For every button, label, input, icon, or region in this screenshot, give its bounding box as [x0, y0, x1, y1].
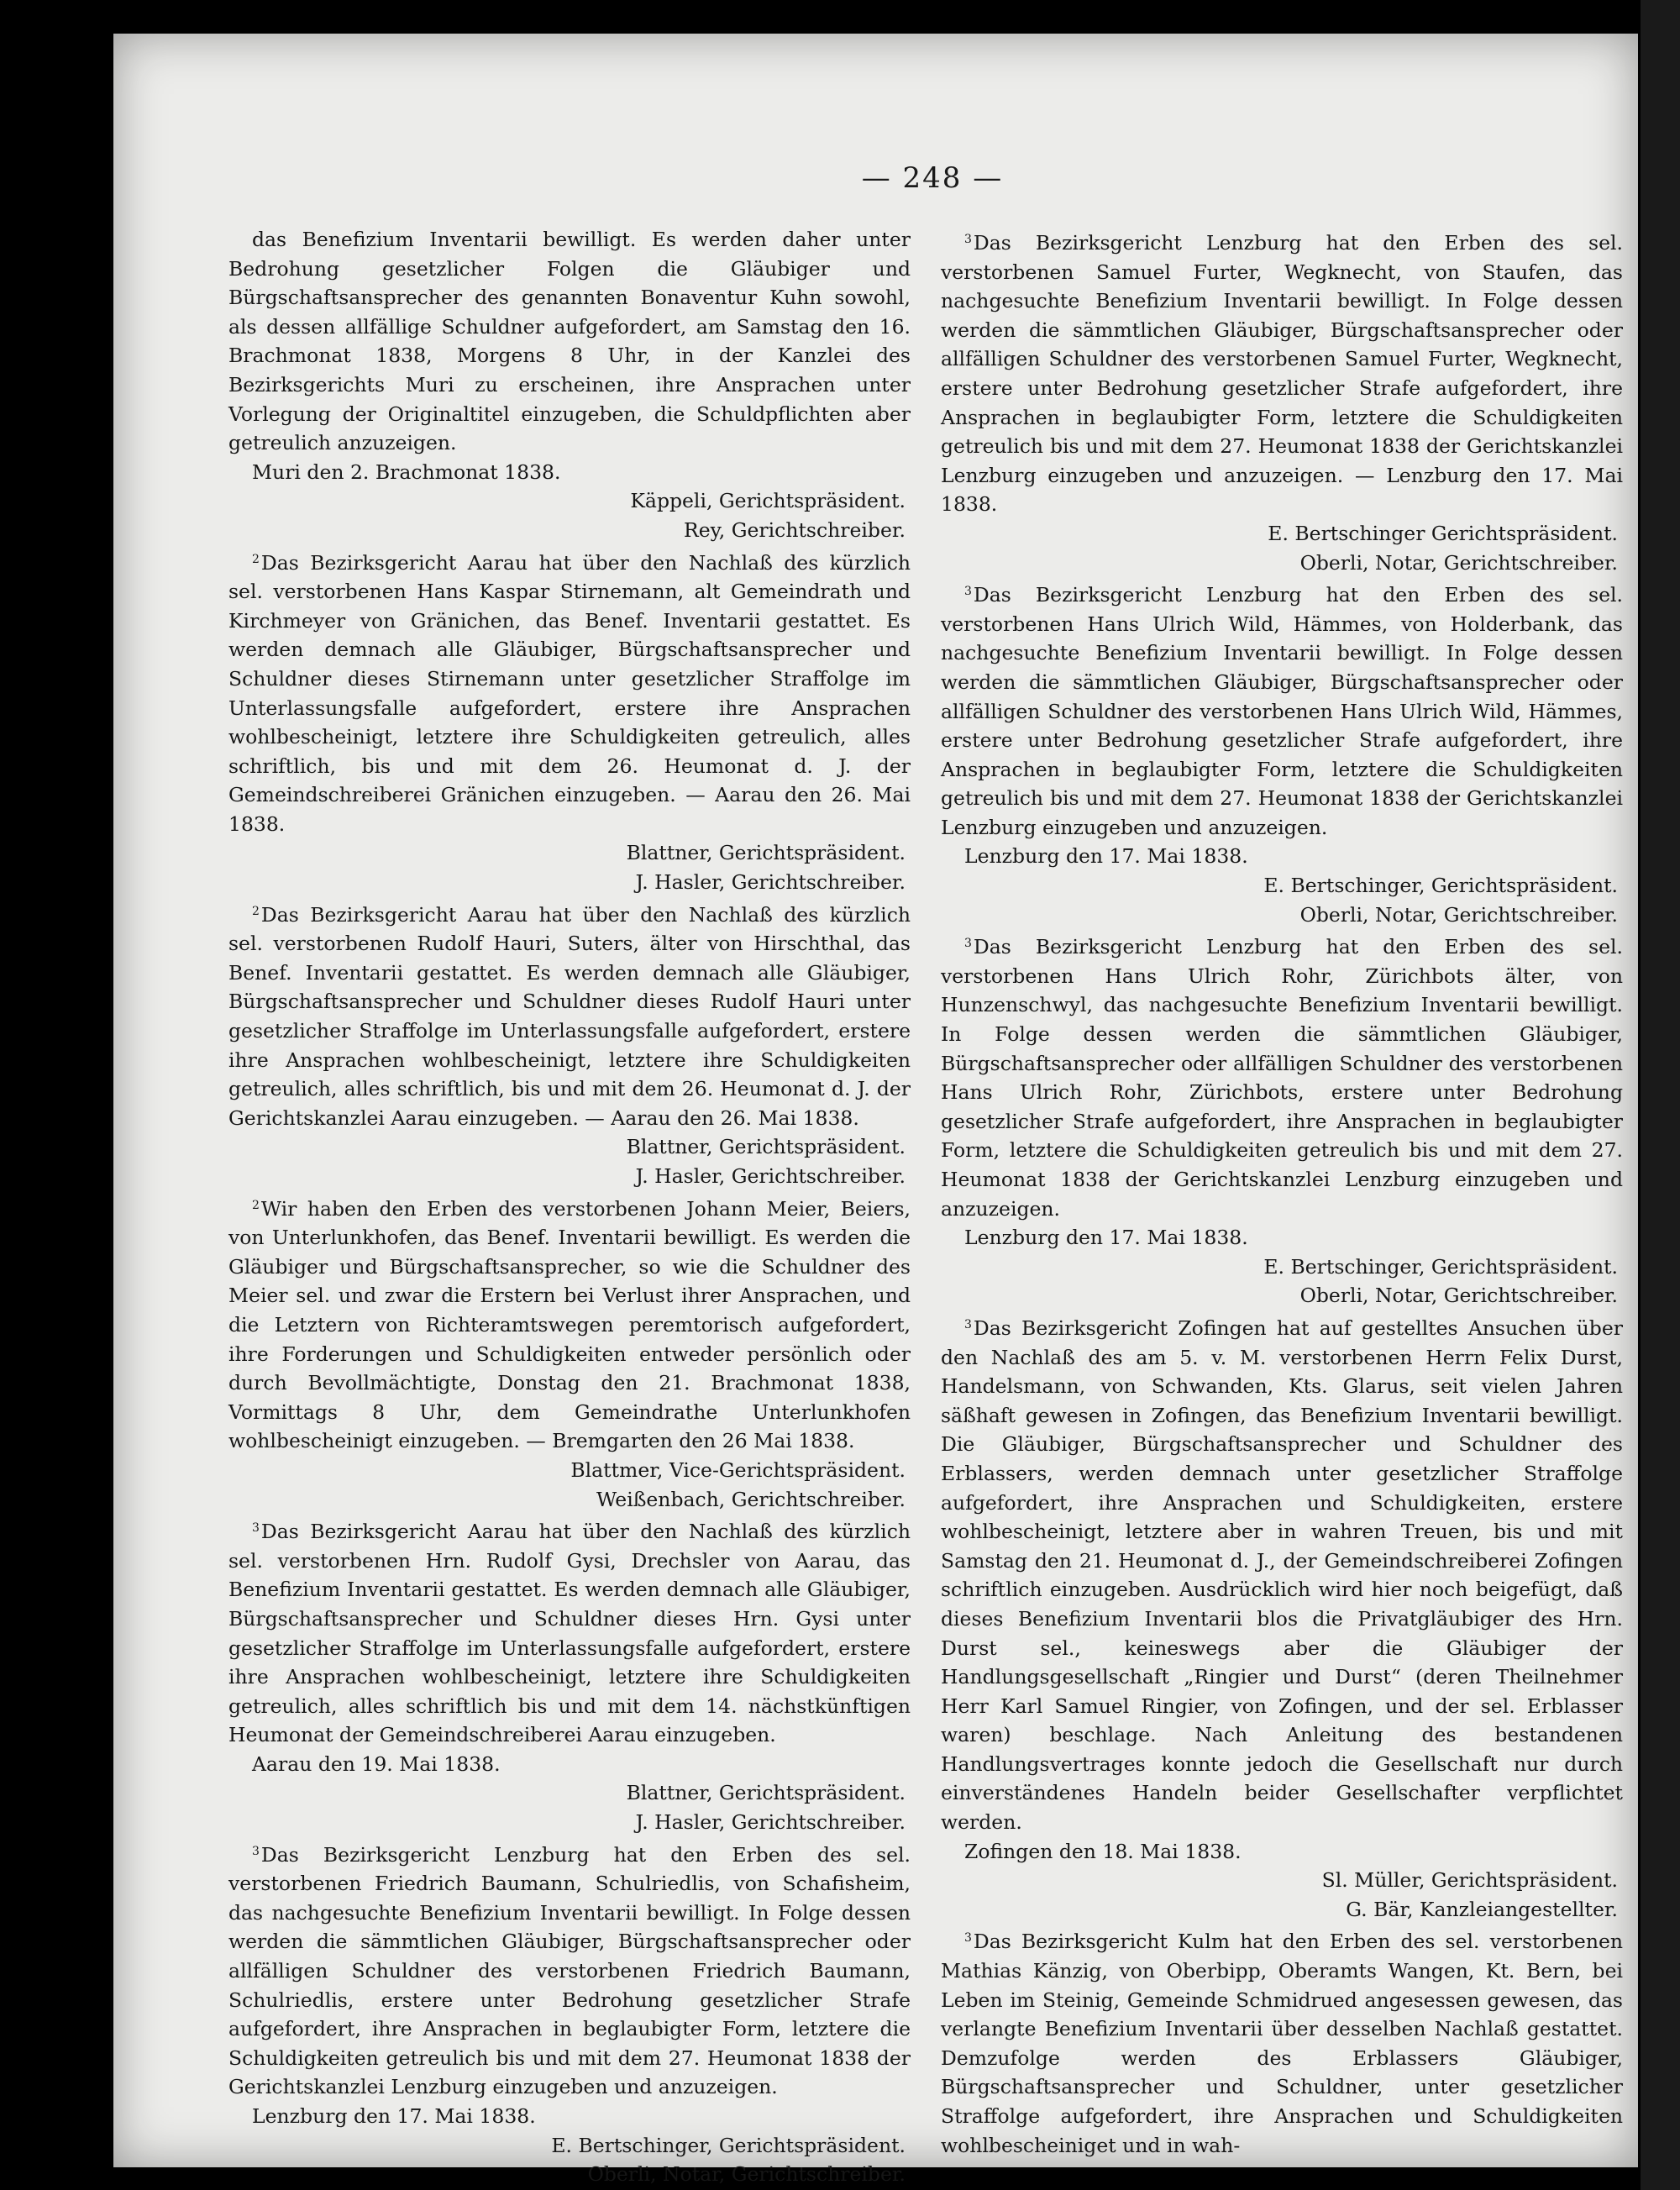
notice-aarau-gysi	[228, 1514, 911, 1837]
signature-president: E. Bertschinger, Gerichtspräsident.	[551, 2133, 906, 2157]
notice-zofingen-durst	[941, 1310, 1623, 1924]
notice-muri	[228, 225, 911, 545]
notice-body: Das Bezirksgericht Lenzburg hat den Erben des sel. verstorbenen Samuel Furter, Wegknecht, von Staufen, das nachgesuchte Benefizium Inventarii bewilligt. In Folge dessen werden die sämmtlichen Gläubiger, Bürgschaftsansprecher oder allfälligen Schuldner des verstorbenen Samuel Furter, Wegknecht, erstere unter Bedrohung gesetzlicher Strafe aufgefordert, ihre Ansprachen in beglaubigter Form, letztere die Schuldigkeiten getreulich bis und mit dem 27. Heumonat 1838 der Gerichtskanzlei Lenzburg einzugeben und anzuzeigen. — Lenzburg den 17. Mai 1838.	[941, 231, 1623, 517]
notice-text	[941, 1924, 1623, 2160]
notice-body: Das Bezirksgericht Kulm hat den Erben des sel. verstorbenen Mathias Känzig, von Oberbipp, Oberamts Wangen, Kt. Bern, bei Leben im Steinig, Gemeinde Schmidrued angesessen gewesen, das verlangte Benefizium Inventarii über desselben Nachlaß gestattet. Demzufolge werden des Erblassers Gläubiger, Bürgschaftsansprecher und Schuldner, unter gesetzlicher Straffolge aufgefordert, ihre Ansprachen und Schuldigkeiten wohlbescheiniget und in wah-	[941, 1930, 1623, 2157]
notice-text	[941, 577, 1623, 842]
notice-text	[941, 929, 1623, 1223]
signature-clerk: Oberli, Notar, Gerichtschreiber.	[1299, 1284, 1618, 1308]
notice-mark: 3	[964, 233, 972, 246]
notice-body: Das Bezirksgericht Zofingen hat auf gestelltes Ansuchen über den Nachlaß des am 5. v. M. verstorbenen Herrn Felix Durst, Handelsmann, von Schwanden, Kts. Glarus, seit vielen Jahren säßhaft gewesen in Zofingen, das Benefizium Inventarii bewilligt. Die Gläubiger, Bürgschaftsansprecher und Schuldner des Erblassers, werden demnach unter gesetzlicher Straffolge aufgefordert, ihre Ansprachen und Schuldigkeiten, erstere wohlbescheinigt, letztere aber in wahren Treuen, bis und mit Samstag den 21. Heumonat d. J., der Gemeindschreiberei Zofingen schriftlich einzugeben. Ausdrücklich wird hier noch beigefügt, daß dieses Benefizium Inventarii blos die Privatgläubiger des Hrn. Durst sel., keineswegs aber die Gläubiger der Handlungsgesellschaft „Ringier und Durst“ (deren Theilnehmer Herr Karl Samuel Ringier, von Zofingen, und der sel. Erblasser waren) beschlage. Nach Anleitung des bestandenen Handlungsvertrages konnte jedoch die Gesellschaft nur durch einverständenes Handeln beider Gesellschafter verpflichtet werden.	[941, 1316, 1623, 1835]
signature-president: Blattmer, Vice-Gerichtspräsident.	[570, 1457, 906, 1482]
notice-text	[228, 897, 911, 1133]
signature-president: E. Bertschinger Gerichtspräsident.	[1268, 521, 1618, 545]
notice-body: Das Bezirksgericht Lenzburg hat den Erben des sel. verstorbenen Hans Ulrich Wild, Hämmes, von Holderbank, das nachgesuchte Benefizium Inventarii bewilligt. In Folge dessen werden die sämmtlichen Gläubiger, Bürgschaftsansprecher oder allfälligen Schuldner des verstorbenen Hans Ulrich Wild, Hämmes, erstere unter Bedrohung gesetzlicher Strafe aufgefordert, ihre Ansprachen in beglaubigter Form, letztere die Schuldigkeiten getreulich bis und mit dem 27. Heumonat 1838 der Gerichtskanzlei Lenzburg einzugeben und anzuzeigen.	[941, 583, 1623, 839]
signature-clerk: Weißenbach, Gerichtschreiber.	[596, 1487, 906, 1511]
signature-clerk: J. Hasler, Gerichtschreiber.	[635, 870, 906, 895]
notice-text	[941, 225, 1623, 519]
notice-mark: 3	[964, 937, 972, 951]
notice-bremgarten-meier	[228, 1191, 911, 1515]
signature-president: E. Bertschinger, Gerichtspräsident.	[1263, 874, 1618, 898]
signature-clerk: Oberli, Notar, Gerichtschreiber.	[1299, 902, 1618, 927]
signature-president: Sl. Müller, Gerichtspräsident.	[1321, 1868, 1618, 1893]
notice-body: Wir haben den Erben des verstorbenen Johann Meier, Beiers, von Unterlunkhofen, das Benef. Inventarii bewilligt. Es werden die Gläubiger und Bürgschaftsansprecher, so wie die Schuldner des Meier sel. und zwar die Erstern bei Verlust ihrer Ansprachen, und die Letztern von Richteramtswegen peremtorisch aufgefordert, ihre Forderungen und Schuldigkeiten entweder persönlich oder durch Bevollmächtigte, Donstag den 21. Brachmonat 1838, Vormittags 8 Uhr, dem Gemeindrathe Unterlunkhofen wohlbescheinigt einzugeben. — Bremgarten den 26 Mai 1838.	[228, 1196, 911, 1453]
notice-text	[228, 1191, 911, 1456]
signature-clerk: G. Bär, Kanzleiangestellter.	[1346, 1897, 1618, 1921]
signature-clerk: Oberli, Notar, Gerichtschreiber.	[1299, 550, 1618, 575]
notice-place-date: Lenzburg den 17. Mai 1838.	[252, 2104, 536, 2128]
notice-aarau-stirnemann	[228, 545, 911, 897]
notice-text: das Benefizium Inventarii bewilligt. Es werden daher unter Bedrohung gesetzlicher Folgen die Gläubiger und Bürgschaftsansprecher des genannten Bonaventur Kuhn sowohl, als dessen allfällige Schuldner aufgefordert, am Samstag den 16. Brachmonat 1838, Morgens 8 Uhr, in der Kanzlei des Bezirksgerichts Muri zu erscheinen, ihre Ansprachen unter Vorlegung der Originaltitel einzugeben, die Schuldpflichten aber getreulich anzuzeigen.	[228, 228, 911, 455]
notice-lenzburg-baumann	[228, 1837, 911, 2189]
right-column	[941, 225, 1623, 2160]
notice-mark: 3	[964, 585, 972, 599]
notice-body: Das Bezirksgericht Lenzburg hat den Erben des sel. verstorbenen Hans Ulrich Rohr, Zürichbots älter, von Hunzenschwyl, das nachgesuchte Benefizium Inventarii bewilligt. In Folge dessen werden die sämmtlichen Gläubiger, Bürgschaftsansprecher oder allfälligen Schuldner des verstorbenen Hans Ulrich Rohr, Zürichbots, erstere unter Bedrohung gesetzlicher Strafe aufgefordert, ihre Ansprachen in beglaubigter Form, letztere die Schuldigkeiten getreulich bis und mit dem 27. Heumonat 1838 der Gerichtskanzlei Lenzburg einzugeben und anzuzeigen.	[941, 935, 1623, 1221]
signature-president: Käppeli, Gerichtspräsident.	[630, 489, 906, 513]
signature-clerk: Oberli, Notar, Gerichtschreiber.	[587, 2162, 906, 2187]
notice-mark: 2	[252, 1198, 260, 1212]
left-column	[228, 225, 911, 2189]
notice-text	[228, 1837, 911, 2102]
notice-text	[941, 1310, 1623, 1837]
notice-lenzburg-wild	[941, 577, 1623, 929]
notice-body: Das Bezirksgericht Aarau hat über den Nachlaß des kürzlich sel. verstorbenen Hans Kaspar Stirnemann, alt Gemeindrath und Kirchmeyer von Gränichen, das Benef. Inventarii gestattet. Es werden demnach alle Gläubiger, Bürgschaftsansprecher und Schuldner dieses Stirnemann unter gesetzlicher Straffolge im Unterlassungsfalle aufgefordert, erstere ihre Ansprachen wohlbescheinigt, letztere ihre Schuldigkeiten getreulich, alles schriftlich, bis und mit dem 26. Heumonat d. J. der Gemeindschreiberei Gränichen einzugeben. — Aarau den 26. Mai 1838.	[228, 550, 911, 836]
notice-lenzburg-rohr	[941, 929, 1623, 1310]
notice-body: Das Bezirksgericht Aarau hat über den Nachlaß des kürzlich sel. verstorbenen Rudolf Hauri, Suters, älter von Hirschthal, das Benef. Inventarii gestattet. Es werden demnach alle Gläubiger, Bürgschaftsansprecher und Schuldner dieses Rudolf Hauri unter gesetzlicher Straffolge im Unterlassungsfalle aufgefordert, erstere ihre Ansprachen wohlbescheinigt, letztere ihre Schuldigkeiten getreulich, alles schriftlich, bis und mit dem 26. Heumonat d. J. der Gerichtskanzlei Aarau einzugeben. — Aarau den 26. Mai 1838.	[228, 902, 911, 1130]
notice-aarau-hauri	[228, 897, 911, 1191]
signature-clerk: Rey, Gerichtschreiber.	[684, 517, 906, 542]
notice-body: Das Bezirksgericht Aarau hat über den Nachlaß des kürzlich sel. verstorbenen Hrn. Rudolf Gysi, Drechsler von Aarau, das Benefizium Inventarii gestattet. Es werden demnach alle Gläubiger, Bürgschaftsansprecher und Schuldner dieses Hrn. Gysi unter gesetzlicher Straffolge im Unterlassungsfalle aufgefordert, erstere ihre Ansprachen wohlbescheinigt, letztere ihre Schuldigkeiten getreulich, alles schriftlich bis und mit dem 14. nächstkünftigen Heumonat der Gemeindschreiberei Aarau einzugeben.	[228, 1520, 911, 1747]
signature-clerk: J. Hasler, Gerichtschreiber.	[635, 1810, 906, 1835]
notice-mark: 3	[252, 1521, 260, 1536]
notice-mark: 2	[252, 552, 260, 566]
notice-mark: 3	[964, 1317, 972, 1331]
notice-place-date: Lenzburg den 17. Mai 1838.	[964, 844, 1248, 869]
notice-body: Das Bezirksgericht Lenzburg hat den Erben des sel. verstorbenen Friedrich Baumann, Schulriedlis, von Schafisheim, das nachgesuchte Benefizium Inventarii bewilligt. In Folge dessen werden die sämmtlichen Gläubiger, Bürgschaftsansprecher oder allfälligen Schuldner des verstorbenen Friedrich Baumann, Schulriedlis, erstere unter Bedrohung gesetzlicher Strafe aufgefordert, ihre Ansprachen in beglaubigter Form, letztere die Schuldigkeiten getreulich bis und mit dem 27. Heumonat 1838 der Gerichtskanzlei Lenzburg einzugeben und anzuzeigen.	[228, 1842, 911, 2099]
signature-president: E. Bertschinger, Gerichtspräsident.	[1263, 1254, 1618, 1279]
signature-president: Blattner, Gerichtspräsident.	[626, 1135, 906, 1159]
signature-president: Blattner, Gerichtspräsident.	[626, 841, 906, 865]
notice-place-date: Zofingen den 18. Mai 1838.	[964, 1839, 1242, 1863]
scan-border	[1641, 0, 1680, 2190]
signature-clerk: J. Hasler, Gerichtschreiber.	[635, 1164, 906, 1188]
notice-mark: 3	[252, 1844, 260, 1858]
notice-kulm-kaenzig	[941, 1924, 1623, 2160]
signature-president: Blattner, Gerichtspräsident.	[626, 1781, 906, 1805]
notice-place-date: Aarau den 19. Mai 1838.	[252, 1751, 501, 1776]
notice-text	[228, 1514, 911, 1750]
notice-lenzburg-furter	[941, 225, 1623, 577]
notice-text	[228, 545, 911, 839]
page-number: — 248 —	[861, 161, 1004, 195]
notice-place-date: Lenzburg den 17. Mai 1838.	[964, 1226, 1248, 1250]
notice-mark: 3	[964, 1931, 972, 1946]
notice-mark: 2	[252, 904, 260, 918]
notice-place-date: Muri den 2. Brachmonat 1838.	[252, 460, 561, 484]
